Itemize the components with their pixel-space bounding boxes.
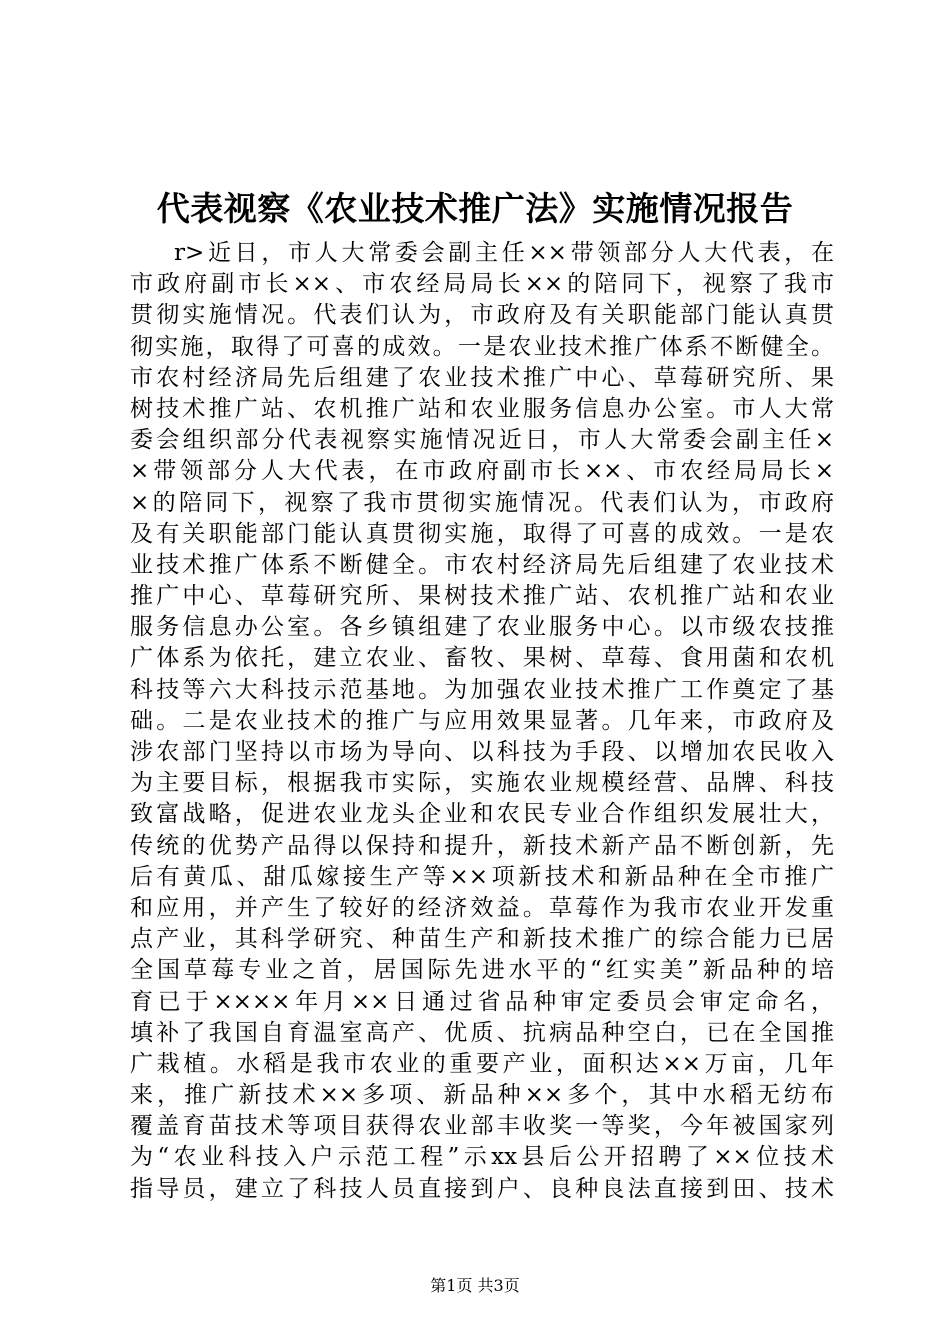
body-line: 传统的优势产品得以保持和提升，新技术新产品不断创新，先: [130, 832, 834, 859]
body-line: 市农村经济局先后组建了农业技术推广中心、草莓研究所、果: [130, 364, 834, 391]
body-line: 覆盖育苗技术等项目获得农业部丰收奖一等奖，今年被国家列: [130, 1113, 834, 1140]
body-line: ×带领部分人大代表，在市政府副市长××、市农经局局长×: [130, 458, 834, 485]
body-line: 委会组织部分代表视察实施情况近日，市人大常委会副主任×: [130, 427, 834, 454]
body-line: 来，推广新技术××多项、新品种××多个，其中水稻无纺布: [130, 1082, 834, 1109]
body-line: 涉农部门坚持以市场为导向、以科技为手段、以增加农民收入: [130, 739, 834, 765]
body-line: 为“农业科技入户示范工程”示xx县后公开招聘了××位技术: [130, 1144, 834, 1171]
body-line: 科技等六大科技示范基地。为加强农业技术推广工作奠定了基: [130, 676, 834, 703]
body-line: 广体系为依托，建立农业、畜牧、果树、草莓、食用菌和农机: [130, 645, 834, 672]
document-body: [130, 238, 834, 1205]
body-line: 树技术推广站、农机推广站和农业服务信息办公室。市人大常: [130, 395, 834, 422]
body-line: 填补了我国自育温室高产、优质、抗病品种空白，已在全国推: [130, 1019, 834, 1046]
page-footer: 第1页 共3页: [430, 1276, 520, 1295]
body-line: 及有关职能部门能认真贯彻实施，取得了可喜的成效。一是农: [130, 520, 834, 547]
document-title: 代表视察《农业技术推广法》实施情况报告: [156, 189, 794, 228]
body-line: 贯彻实施情况。代表们认为，市政府及有关职能部门能认真贯: [130, 302, 834, 329]
body-line: 服务信息办公室。各乡镇组建了农业服务中心。以市级农技推: [130, 614, 834, 641]
body-line: 和应用，并产生了较好的经济效益。草莓作为我市农业开发重: [130, 894, 834, 921]
body-line: 育已于××××年月××日通过省品种审定委员会审定命名，: [130, 988, 834, 1015]
body-line: 为主要目标，根据我市实际，实施农业规模经营、品牌、科技: [130, 770, 834, 797]
body-line: 致富战略，促进农业龙头企业和农民专业合作组织发展壮大，: [130, 801, 834, 828]
body-line: 后有黄瓜、甜瓜嫁接生产等××项新技术和新品种在全市推广: [130, 863, 834, 890]
body-line: 推广中心、草莓研究所、果树技术推广站、农机推广站和农业: [130, 583, 834, 610]
body-line: 全国草莓专业之首，居国际先进水平的“红实美”新品种的培: [130, 957, 834, 984]
body-line: ×的陪同下，视察了我市贯彻实施情况。代表们认为，市政府: [130, 489, 834, 516]
body-line: r>近日，市人大常委会副主任××带领部分人大代表，在: [174, 240, 834, 266]
body-line: 点产业，其科学研究、种苗生产和新技术推广的综合能力已居: [130, 926, 834, 953]
body-line: 指导员，建立了科技人员直接到户、良种良法直接到田、技术: [130, 1175, 834, 1202]
body-line: 业技术推广体系不断健全。市农村经济局先后组建了农业技术: [130, 551, 834, 578]
body-line: 础。二是农业技术的推广与应用效果显著。几年来，市政府及: [130, 707, 834, 734]
body-line: 广栽植。水稻是我市农业的重要产业，面积达××万亩，几年: [130, 1050, 834, 1077]
body-line: 彻实施，取得了可喜的成效。一是农业技术推广体系不断健全。: [130, 333, 834, 360]
body-line: 市政府副市长××、市农经局局长××的陪同下，视察了我市: [130, 271, 834, 298]
